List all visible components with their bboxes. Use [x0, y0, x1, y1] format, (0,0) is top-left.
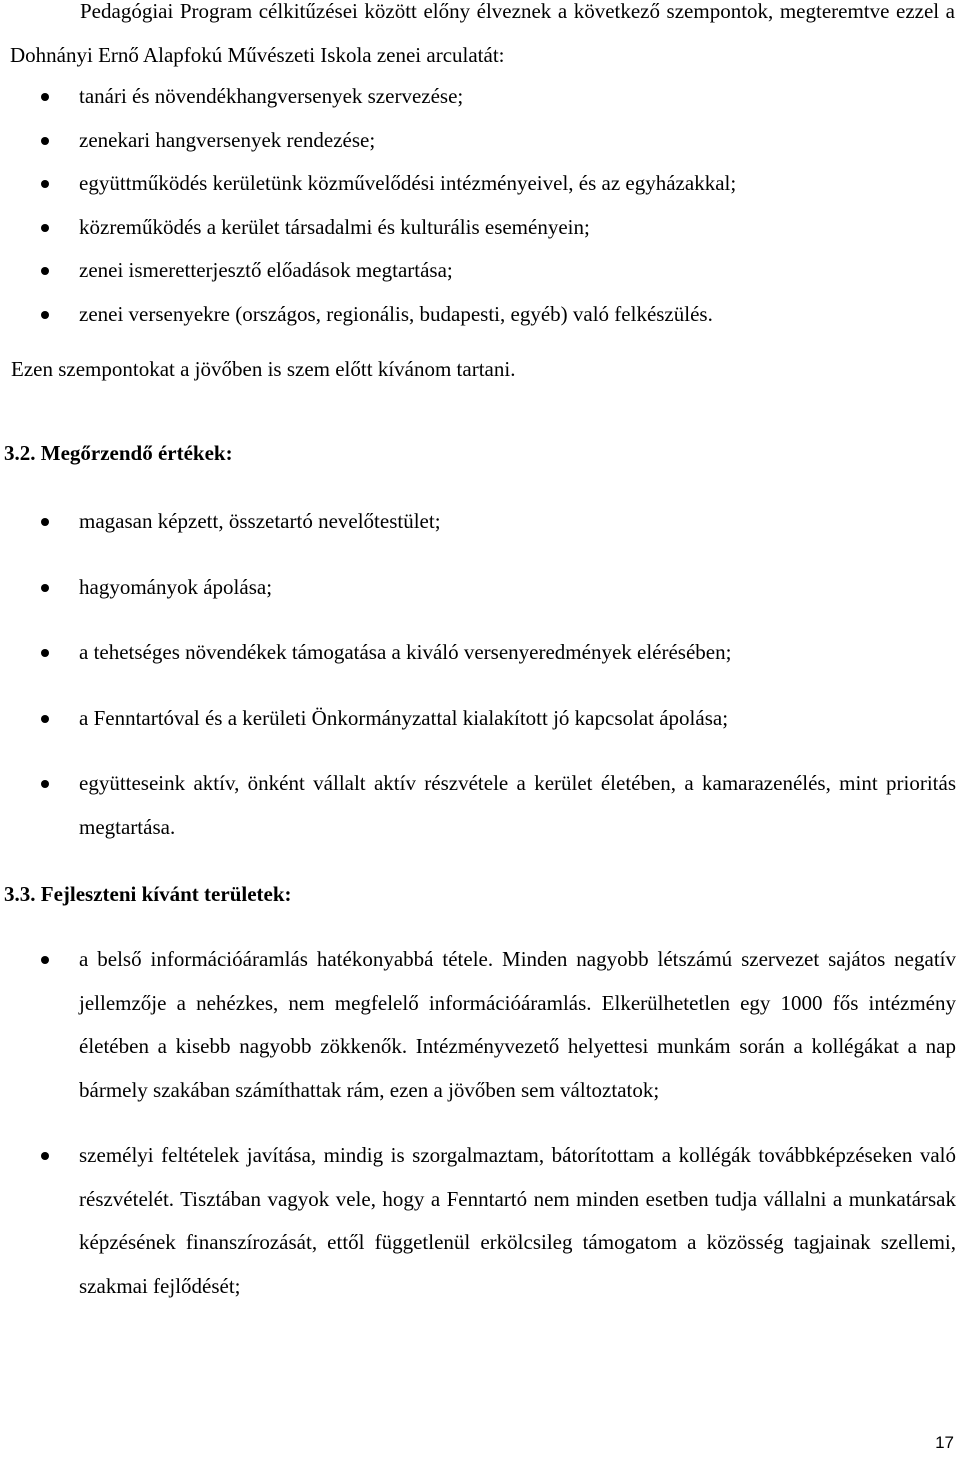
bullet-icon: [41, 224, 49, 232]
closing-sentence: Ezen szempontokat a jövőben is szem előtt kívánom tartani.: [11, 357, 516, 381]
list-item: a Fenntartóval és a kerületi Önkormányzattal kialakított jó kapcsolat ápolása;: [0, 697, 956, 741]
bullet-icon: [41, 518, 49, 526]
bullet-icon: [41, 649, 49, 657]
list-item: tanári és növendékhangversenyek szervezése;: [0, 75, 956, 119]
values-list: [0, 500, 956, 871]
list-item: zenekari hangversenyek rendezése;: [0, 119, 956, 163]
list-item: közreműködés a kerület társadalmi és kulturális eseményein;: [0, 206, 956, 250]
bullet-icon: [41, 584, 49, 592]
page-number: 17: [935, 1433, 954, 1452]
list-item: együttműködés kerületünk közművelődési intézményeivel, és az egyházakkal;: [0, 162, 956, 206]
list-item: együtteseink aktív, önként vállalt aktív részvétele a kerület életében, a kamarazenélés, mint prioritás megtartása.: [0, 762, 956, 849]
list-item: hagyományok ápolása;: [0, 566, 956, 610]
list-item: a tehetséges növendékek támogatása a kiváló versenyeredmények elérésében;: [0, 631, 956, 675]
list-item: személyi feltételek javítása, mindig is szorgalmaztam, bátorítottam a kollégák továbbképzéseken való részvételét. Tisztában vagyok vele, hogy a Fenntartó nem minden esetben tudja vállalni a munkatársak képzésének finanszírozását, ettől függetlenül erkölcsileg támogatom a közösség tagjainak szellemi, szakmai fejlődését;: [0, 1134, 956, 1308]
list-item: magasan képzett, összetartó nevelőtestület;: [0, 500, 956, 544]
bullet-icon: [41, 780, 49, 788]
goals-list: [0, 75, 956, 336]
bullet-icon: [41, 311, 49, 319]
intro-line-1: Pedagógiai Program célkitűzései között előny élveznek a következő szempontok,: [80, 0, 774, 23]
section-heading-values: 3.2. Megőrzendő értékek:: [4, 441, 233, 465]
intro-line-2: megteremtve ezzel a Dohnányi Ernő Alapfokú Művészeti Iskola zenei arculatát:: [10, 0, 956, 67]
bullet-icon: [41, 1152, 49, 1160]
list-item: zenei versenyekre (országos, regionális, budapesti, egyéb) való felkészülés.: [0, 293, 956, 337]
development-list: [0, 938, 956, 1330]
list-item: zenei ismeretterjesztő előadások megtartása;: [0, 249, 956, 293]
list-item: a belső információáramlás hatékonyabbá tétele. Minden nagyobb létszámú szervezet sajátos negatív jellemzője a nehézkes, nem megfelelő információáramlás. Elkerülhetetlen egy 1000 fős intézmény életében a kisebb nagyobb zökkenők. Intézményvezető helyettesi munkám során a kollégákat a nap bármely szakában számíthattak rám, ezen a jövőben sem változtatok;: [0, 938, 956, 1112]
bullet-icon: [41, 956, 49, 964]
bullet-icon: [41, 180, 49, 188]
bullet-icon: [41, 93, 49, 101]
section-heading-development: 3.3. Fejleszteni kívánt területek:: [4, 882, 292, 906]
bullet-icon: [41, 137, 49, 145]
bullet-icon: [41, 267, 49, 275]
intro-paragraph: [10, 0, 955, 77]
bullet-icon: [41, 715, 49, 723]
